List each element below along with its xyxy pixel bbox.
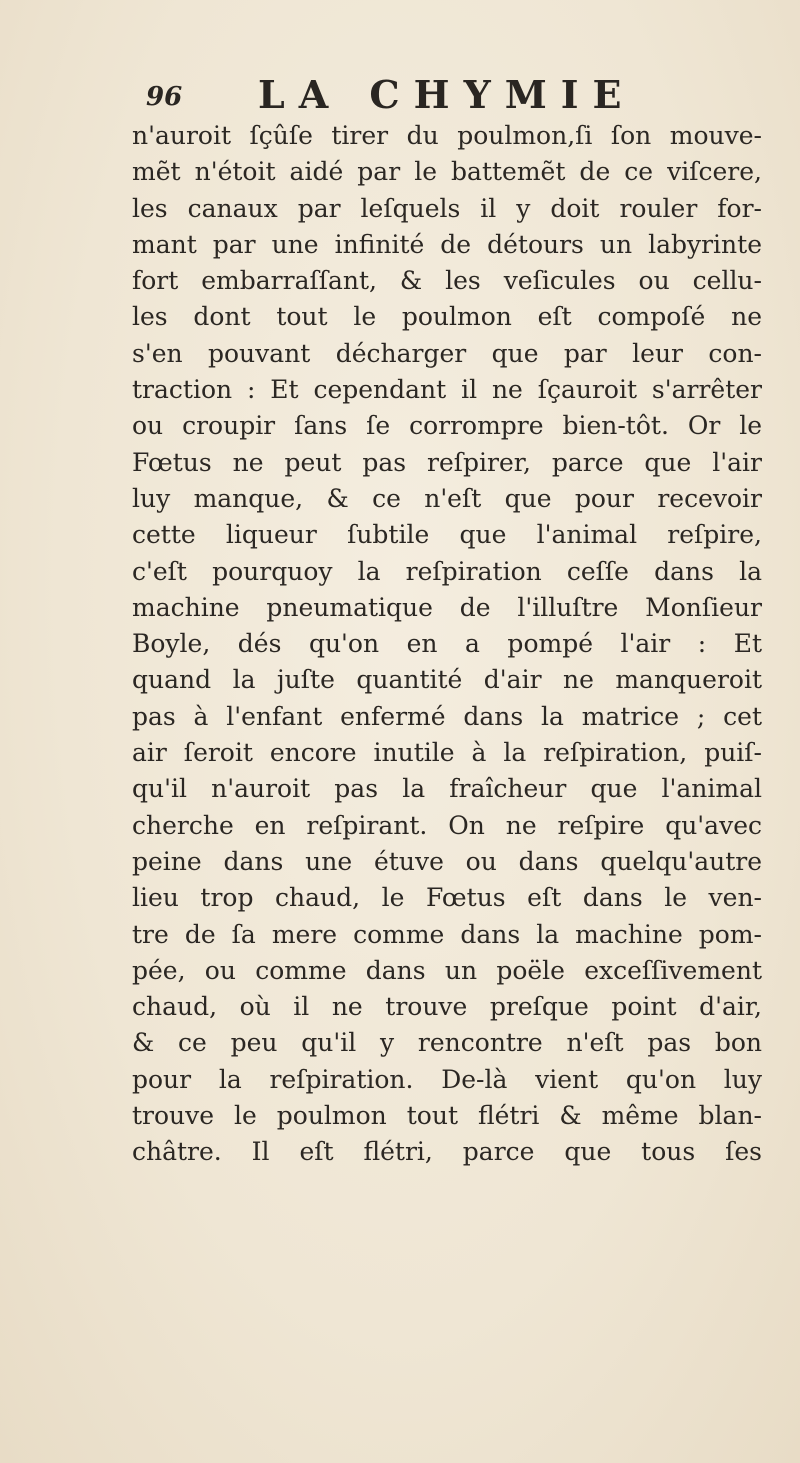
text-line: tre de ſa mere comme dans la machine pom-	[132, 919, 762, 949]
text-line: cette liqueur ſubtile que l'animal reſpire,	[132, 520, 762, 550]
text-line: qu'il n'auroit pas la fraîcheur que l'animal	[132, 774, 762, 804]
text-line: luy manque, & ce n'eſt que pour recevoir	[132, 483, 762, 513]
text-line: les dont tout le poulmon eſt compoſé ne	[132, 302, 762, 332]
text-line: c'eſt pourquoy la reſpiration ceſſe dans la	[132, 556, 762, 586]
page-header	[146, 70, 746, 120]
text-line: s'en pouvant décharger que par leur con-	[132, 338, 762, 368]
text-line: traction : Et cependant il ne ſçauroit s'arrêter	[132, 375, 762, 405]
text-line: mant par une infinité de détours un labyrinte	[132, 229, 762, 259]
page-number: 96	[146, 82, 183, 112]
body-text	[132, 118, 762, 1171]
text-line: chaud, où il ne trouve preſque point d'air,	[132, 992, 762, 1022]
text-line: peine dans une étuve ou dans quelqu'autre	[132, 846, 762, 876]
text-line: pour la reſpiration. De-là vient qu'on luy	[132, 1064, 762, 1094]
running-head: LA CHYMIE	[258, 72, 636, 117]
text-line: fort embarraſſant, & les veſicules ou cellu-	[132, 266, 762, 296]
text-line: cherche en reſpirant. On ne reſpire qu'avec	[132, 810, 762, 840]
text-line: lieu trop chaud, le Fœtus eſt dans le ven-	[132, 883, 762, 913]
text-line: n'auroit ſçûſe tirer du poulmon,ſi ſon mouve-	[132, 121, 762, 150]
text-line: pée, ou comme dans un poële exceſſivement	[132, 955, 762, 985]
text-line: pas à l'enfant enfermé dans la matrice ; cet	[132, 701, 762, 731]
text-line: machine pneumatique de l'illuſtre Monſieur	[132, 592, 762, 622]
text-line: & ce peu qu'il y rencontre n'eſt pas bon	[132, 1028, 762, 1058]
text-line: quand la juſte quantité d'air ne manqueroit	[132, 665, 762, 695]
text-line: Fœtus ne peut pas reſpirer, parce que l'air	[132, 447, 762, 477]
text-line: air ſeroit encore inutile à la reſpiration, puiſ-	[132, 738, 762, 768]
text-line: ou croupir ſans ſe corrompre bien-tôt. Or le	[132, 411, 762, 441]
text-line: châtre. Il eſt flétri, parce que tous ſes	[132, 1137, 762, 1167]
text-line: les canaux par leſquels il y doit rouler for-	[132, 193, 762, 223]
text-line: Boyle, dés qu'on en a pompé l'air : Et	[132, 629, 762, 659]
text-line: trouve le poulmon tout flétri & même blan-	[132, 1101, 762, 1131]
text-line: mẽt n'étoit aidé par le battemẽt de ce viſcere,	[132, 157, 762, 187]
